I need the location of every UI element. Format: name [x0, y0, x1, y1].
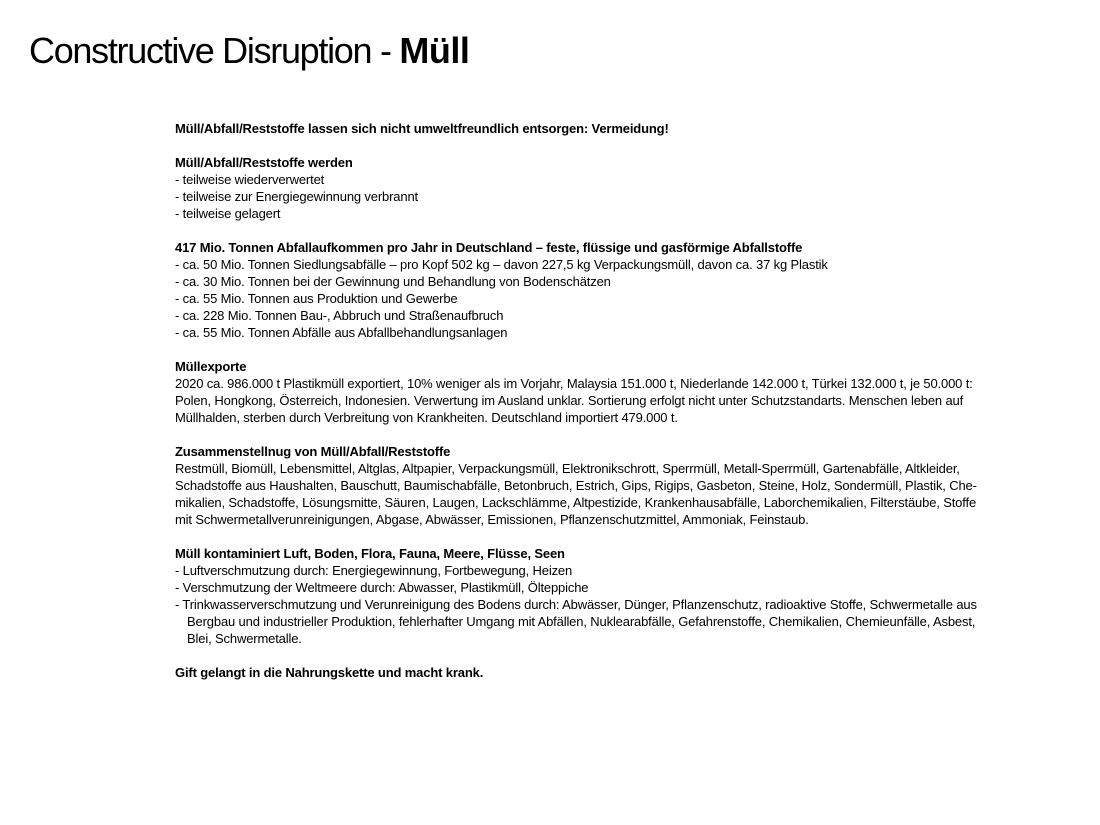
- section-heading: Müll kontaminiert Luft, Boden, Flora, Fauna, Meere, Flüsse, Seen: [175, 546, 565, 561]
- list-item: - ca. 228 Mio. Tonnen Bau-, Abbruch und Straßenaufbruch: [175, 308, 504, 323]
- paragraph-line: Schadstoffe aus Haushalten, Bauschutt, Baumischabfälle, Betonbruch, Estrich, Gips, Rigips, Gasbeton, Steine, Holz, Sondermüll, Plastik, Che-: [175, 478, 977, 493]
- list-item: - ca. 30 Mio. Tonnen bei der Gewinnung und Behandlung von Bodenschätzen: [175, 274, 611, 289]
- list-item: - ca. 55 Mio. Tonnen Abfälle aus Abfallbehandlungsanlagen: [175, 325, 508, 340]
- paragraph-line: mikalien, Schadstoffe, Lösungsmitte, Säuren, Laugen, Lackschlämme, Altpestizide, Krankenhausabfälle, Laborchemikalien, Filterstäube, Stoffe: [175, 495, 977, 510]
- list-item: - teilweise zur Energiegewinnung verbrannt: [175, 189, 419, 204]
- content-body: [175, 120, 1065, 698]
- section-heading: Müllexporte: [175, 359, 247, 374]
- paragraph-line: Polen, Hongkong, Österreich, Indonesien. Verwertung im Ausland unklar. Sortierung erfolgt nicht unter Schutzstandarts. Menschen leben auf: [175, 393, 964, 408]
- page-title: [29, 30, 469, 72]
- section-contamination: [175, 545, 1065, 647]
- list-item-line: Bergbau und industrieller Produktion, fehlerhafter Umgang mit Abfällen, Nuklearabfälle, Gefahrenstoffe, Chemikalien, Chemieunfälle, Asbest,: [187, 614, 976, 629]
- list-item: [175, 596, 1065, 647]
- section-heading: Zusammenstellnug von Müll/Abfall/Reststoffe: [175, 444, 451, 459]
- page-title-topic: Müll: [399, 30, 470, 71]
- list-item-line: - Trinkwasserverschmutzung und Verunreinigung des Bodens durch: Abwässer, Dünger, Pflanzenschutz, radioaktive Stoffe, Schwermetalle aus: [175, 597, 977, 612]
- section-heading: Müll/Abfall/Reststoffe lassen sich nicht umweltfreundlich entsorgen: Vermeidung!: [175, 121, 669, 136]
- section-avoidance: [175, 120, 1065, 137]
- paragraph-line: Restmüll, Biomüll, Lebensmittel, Altglas, Altpapier, Verpackungsmüll, Elektronikschrott, Sperrmüll, Metall-Sperrmüll, Gartenabfälle, Altkleider,: [175, 461, 960, 476]
- list-item: - Luftverschmutzung durch: Energiegewinnung, Fortbewegung, Heizen: [175, 563, 573, 578]
- list-item: - teilweise wiederverwertet: [175, 172, 325, 187]
- paragraph: [175, 460, 1065, 528]
- section-conclusion: [175, 664, 1065, 681]
- section-waste-handling: [175, 154, 1065, 222]
- paragraph-line: 2020 ca. 986.000 t Plastikmüll exportiert, 10% weniger als im Vorjahr, Malaysia 151.000 t, Niederlande 142.000 t, Türkei 132.000 t, je 50.000 t:: [175, 376, 973, 391]
- list-item: - ca. 50 Mio. Tonnen Siedlungsabfälle – pro Kopf 502 kg – davon 227,5 kg Verpackungsmüll, davon ca. 37 kg Plastik: [175, 257, 828, 272]
- paragraph-line: mit Schwermetallverunreinigungen, Abgase, Abwässer, Emissionen, Pflanzenschutzmittel, Ammoniak, Feinstaub.: [175, 512, 809, 527]
- section-heading: Müll/Abfall/Reststoffe werden: [175, 155, 353, 170]
- list-item: - ca. 55 Mio. Tonnen aus Produktion und Gewerbe: [175, 291, 458, 306]
- section-waste-volume: [175, 239, 1065, 341]
- list-item: - Verschmutzung der Weltmeere durch: Abwasser, Plastikmüll, Ölteppiche: [175, 580, 589, 595]
- section-waste-composition: [175, 443, 1065, 528]
- page-title-prefix: Constructive Disruption -: [29, 30, 400, 71]
- section-heading: 417 Mio. Tonnen Abfallaufkommen pro Jahr in Deutschland – feste, flüssige und gasförmige Abfallstoffe: [175, 240, 803, 255]
- section-waste-exports: [175, 358, 1065, 426]
- list-item-line: Blei, Schwermetalle.: [187, 631, 302, 646]
- list-item: - teilweise gelagert: [175, 206, 281, 221]
- section-heading: Gift gelangt in die Nahrungskette und macht krank.: [175, 665, 484, 680]
- paragraph-line: Müllhalden, sterben durch Verbreitung von Krankheiten. Deutschland importiert 479.000 t.: [175, 410, 678, 425]
- paragraph: [175, 375, 1065, 426]
